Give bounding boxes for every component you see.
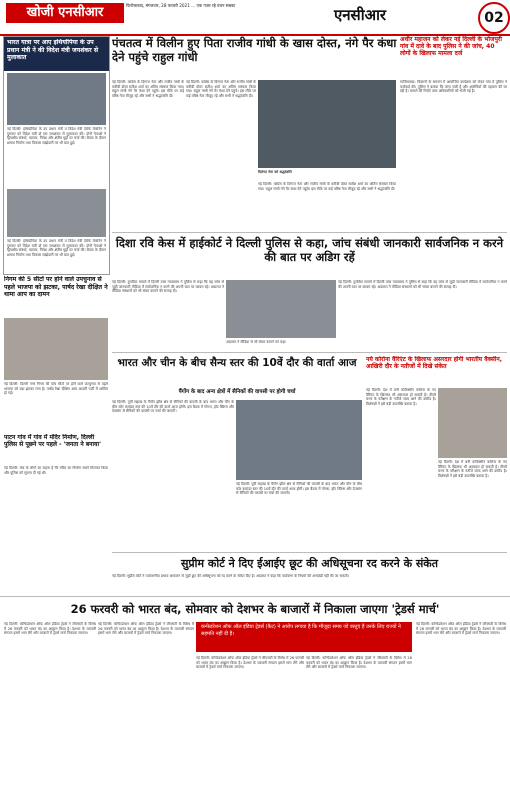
bottom-headline: 26 फरवरी को भारत बंद, सोमवार को देशभर के बाजारों में निकाला जाएगा 'ट्रेडर्स मार्च' [70, 602, 440, 616]
left-photo [7, 73, 106, 125]
masthead-info-strip: फिरोजाबाद, मंगलवार, 28 फरवरी 2021 ... एक नज़र रहे वचन सबका [126, 3, 236, 8]
left-headline: भारत यात्रा पर आए इथियोपिया के उप प्रधान मंत्री ने की विदेश मंत्री जयशंकर से मुलाकात [7, 39, 99, 62]
india-china-body: नई दिल्ली: पूर्वी लद्दाख के पैंगोंग झील क्षेत्र से सैनिकों की वापसी के बाद भारत और चीन के बीच कोर कमांडर स्तर की 10वें दौर की वार्ता आज होगी। इस बैठक में गोगरा, हॉट स्प्रिंग्स और देपसांग से सैनिकों की वापसी पर चर्चा की जाएगी। [112, 400, 234, 414]
lead-photo [258, 80, 396, 168]
vaccine-body: नई दिल्ली: देश में बनी कोवैक्सीन कोरोना के नए वैरिएंट के खिलाफ भी असरदार हो सकती है। तीसरे चरण के परीक्षण के नतीजे जल्द आने की उम्मीद है। विशेषज्ञों ने इसे बड़ी उपलब्धि बताया है। [366, 388, 436, 406]
sub-photo [4, 318, 108, 380]
masthead [0, 0, 510, 36]
bottom-body-col5: नई दिल्ली: कॉन्फेडरेशन ऑफ ऑल इंडिया ट्रेडर्स ने जीएसटी के विरोध में 26 फरवरी को भारत बंद का आह्वान किया है। देशभर के व्यापारी संगठन इसमें भाग लेंगे और बाजारों में ट्रेडर्स मार्च निकाला जाएगा। [416, 622, 506, 636]
left-story-box [3, 36, 110, 275]
right-body: गाजियाबाद: किसानों के समर्थन में आयोजित कार्यक्रम को लेकर गांव में पुलिस ने कार्रवाई की। पुलिस ने बताया कि जांच जारी है और आरोपियों की पहचान की जा रही है। मामले की रिपोर्ट उच्च अधिकारियों को भेजी गई है। [400, 80, 507, 94]
divider [112, 552, 507, 553]
left-photo-2 [7, 189, 106, 237]
vaccine-body-2: नई दिल्ली: देश में बनी कोवैक्सीन कोरोना के नए वैरिएंट के खिलाफ भी असरदार हो सकती है। तीसरे चरण के परीक्षण के नतीजे जल्द आने की उम्मीद है। विशेषज्ञों ने इसे बड़ी उपलब्धि बताया है। [438, 460, 507, 478]
right-headline: अधीर महाजन को लेकर नई दिल्ली के भोजपुरी गांव में दावे के बाद पुलिस ने की जांच, 40 लोगों के खिलाफ मामला दर्ज [400, 36, 502, 58]
divider [112, 232, 507, 233]
lead-body-col3: नई दिल्ली: कांग्रेस के दिग्गज नेता और राजीव गांधी के करीबी दोस्त सतीश शर्मा का अंतिम संस्कार किया गया। राहुल गांधी नंगे पैर कंधा देने पहुंचे। इस मौके पर कई वरिष्ठ नेता मौजूद रहे और सभी ने श्रद्धांजलि दी। [258, 182, 396, 191]
lead-caption: दिवंगत नेता को श्रद्धांजलि [258, 170, 292, 174]
disha-headline: दिशा रवि केस में हाईकोर्ट ने दिल्ली पुलिस से कहा, जांच संबंधी जानकारी सार्वजनिक न करने की बात पर अडिग रहें [115, 236, 504, 264]
bottom-body-col2: नई दिल्ली: कॉन्फेडरेशन ऑफ ऑल इंडिया ट्रेडर्स ने जीएसटी के विरोध में 26 फरवरी को भारत बंद का आह्वान किया है। देशभर के व्यापारी संगठन इसमें भाग लेंगे और बाजारों में ट्रेडर्स मार्च निकाला जाएगा। [98, 622, 194, 636]
bottom-quote-banner: कन्फेडरेशन ऑफ ऑल इंडिया ट्रेडर्स (कैट) ने आरोप लगाया है कि मौजूदा समय जो वस्तुएं हैं उनके लिए राज्यों ने सहमति नहीं दी है। [196, 622, 412, 652]
newspaper-brand-logo: खोजी एनसीआर [6, 3, 124, 23]
divider [0, 596, 510, 597]
sc-headline: सुप्रीम कोर्ट ने दिए ईआईए छूट की अधिसूचना रद करने के संकेत [180, 557, 439, 570]
india-china-subheadline: पैंगोंग के बाद अन्य क्षेत्रों में सैनिकों की वापसी पर होगी चर्चा [178, 389, 296, 395]
disha-body-2: नई दिल्ली: टूलकिट मामले में दिल्ली उच्च न्यायालय ने पुलिस से कहा कि वह जांच से जुड़ी जानकारी मीडिया में सार्वजनिक न करने की अपनी बात पर कायम रहे। अदालत ने मीडिया संस्थानों को भी संयम बरतने की सलाह दी। [338, 280, 507, 289]
page-number: 02 [478, 2, 510, 34]
disha-caption: अदालत ने मीडिया से भी संयम बरतने को कहा [226, 340, 286, 344]
bottom-body-col4: नई दिल्ली: कॉन्फेडरेशन ऑफ ऑल इंडिया ट्रेडर्स ने जीएसटी के विरोध में 26 फरवरी को भारत बंद का आह्वान किया है। देशभर के व्यापारी संगठन इसमें भाग लेंगे और बाजारों में ट्रेडर्स मार्च निकाला जाएगा। [306, 656, 412, 670]
divider [112, 352, 507, 353]
lead-body-col2: नई दिल्ली: कांग्रेस के दिग्गज नेता और राजीव गांधी के करीबी दोस्त सतीश शर्मा का अंतिम संस्कार किया गया। राहुल गांधी नंगे पैर कंधा देने पहुंचे। इस मौके पर कई वरिष्ठ नेता मौजूद रहे और सभी ने श्रद्धांजलि दी। [186, 80, 256, 98]
india-china-headline: भारत और चीन के बीच सैन्य स्तर की 10वें दौर की वार्ता आज [117, 357, 357, 369]
bottom-body-col3: नई दिल्ली: कॉन्फेडरेशन ऑफ ऑल इंडिया ट्रेडर्स ने जीएसटी के विरोध में 26 फरवरी को भारत बंद का आह्वान किया है। देशभर के व्यापारी संगठन इसमें भाग लेंगे और बाजारों में ट्रेडर्स मार्च निकाला जाएगा। [196, 656, 304, 670]
lead-headline: पंचतत्व में विलीन हुए पिता राजीव गांधी के खास दोस्त, नंगे पैर कंधा देने पहुंचे राहुल गांधी [112, 36, 397, 64]
third-body: नई दिल्ली: गांव के लोगों का कहना है कि मंदिर का निर्माण सबने मिलकर किया और पुलिस को सूचना दी गई थी। [4, 466, 108, 475]
disha-photo [226, 280, 336, 338]
third-headline: पाटन गांव में गांव में मंदिर निर्माण, दिल्ली पुलिस से पूछने पर पहले - 'जनता ने बनाया' [4, 434, 101, 449]
vaccine-headline: नये कोरोना वैरिएंट के खिलाफ असरदार होगी भारतीय वैक्सीन, आखिरी दौर के नतीजों में दिखे संकेत [366, 356, 503, 371]
india-china-photo [236, 400, 362, 480]
left-body-2: नई दिल्ली: इथियोपिया के उप प्रधान मंत्री व विदेश मंत्री डेमेके मेकोनेन ने गुरुवार को विदेश मंत्री डॉ एस जयशंकर से मुलाकात की। दोनों नेताओं ने द्विपक्षीय संबंधों, व्यापार, निवेश और क्षेत्रीय मुद्दों पर चर्चा की। बैठक के दौरान क्षमता निर्माण तथा विकास साझेदारी पर भी बात हुई। [7, 239, 106, 257]
sc-body: नई दिल्ली: सुप्रीम कोर्ट ने पर्यावरणीय प्रभाव आकलन से जुड़ी छूट की अधिसूचना को रद करने के संकेत दिए हैं। अदालत ने कहा कि पर्यावरण के नियमों की अनदेखी नहीं की जा सकती। [112, 574, 349, 578]
india-china-body-2: नई दिल्ली: पूर्वी लद्दाख के पैंगोंग झील क्षेत्र से सैनिकों की वापसी के बाद भारत और चीन के बीच कोर कमांडर स्तर की 10वें दौर की वार्ता आज होगी। इस बैठक में गोगरा, हॉट स्प्रिंग्स और देपसांग से सैनिकों की वापसी पर चर्चा की जाएगी। [236, 482, 362, 496]
disha-body: नई दिल्ली: टूलकिट मामले में दिल्ली उच्च न्यायालय ने पुलिस से कहा कि वह जांच से जुड़ी जानकारी मीडिया में सार्वजनिक न करने की अपनी बात पर कायम रहे। अदालत ने मीडिया संस्थानों को भी संयम बरतने की सलाह दी। [112, 280, 224, 294]
lead-body-col1: नई दिल्ली: कांग्रेस के दिग्गज नेता और राजीव गांधी के करीबी दोस्त सतीश शर्मा का अंतिम संस्कार किया गया। राहुल गांधी नंगे पैर कंधा देने पहुंचे। इस मौके पर कई वरिष्ठ नेता मौजूद रहे और सभी ने श्रद्धांजलि दी। [112, 80, 184, 98]
sub-headline: निगम की 5 सीटों पर होने वाले उपचुनाव से पहले भाजपा को झटका, पार्षद रेखा दीक्षित ने थामा आप का दामन [4, 276, 108, 299]
section-title: एनसीआर [333, 6, 387, 24]
sub-body: नई दिल्ली: दिल्ली नगर निगम की पांच सीटों पर होने वाले उपचुनाव से पहले भाजपा को बड़ा झटका लगा है। पार्षद रेखा दीक्षित आम आदमी पार्टी में शामिल हो गईं। [4, 382, 108, 396]
bottom-body-col1: नई दिल्ली: कॉन्फेडरेशन ऑफ ऑल इंडिया ट्रेडर्स ने जीएसटी के विरोध में 26 फरवरी को भारत बंद का आह्वान किया है। देशभर के व्यापारी संगठन इसमें भाग लेंगे और बाजारों में ट्रेडर्स मार्च निकाला जाएगा। [4, 622, 96, 636]
vaccine-photo [438, 388, 507, 458]
left-body: नई दिल्ली: इथियोपिया के उप प्रधान मंत्री व विदेश मंत्री डेमेके मेकोनेन ने गुरुवार को विदेश मंत्री डॉ एस जयशंकर से मुलाकात की। दोनों नेताओं ने द्विपक्षीय संबंधों, व्यापार, निवेश और क्षेत्रीय मुद्दों पर चर्चा की। बैठक के दौरान क्षमता निर्माण तथा विकास साझेदारी पर भी बात हुई। [7, 127, 106, 145]
